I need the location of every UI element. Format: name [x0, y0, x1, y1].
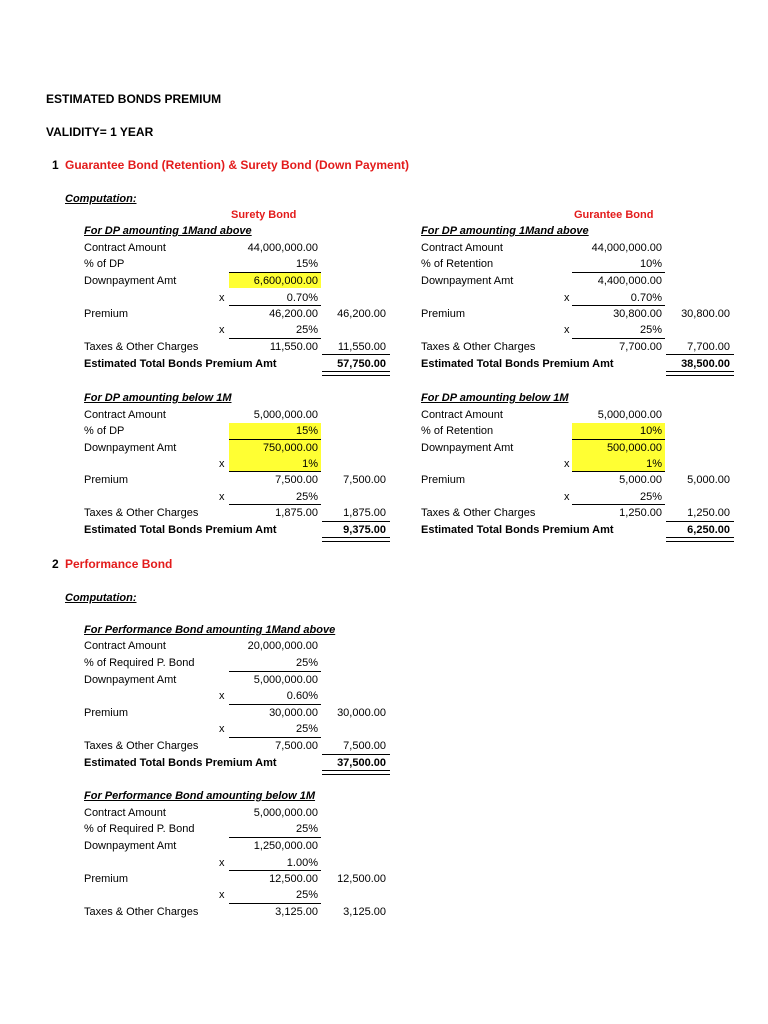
multiply-sign: x — [219, 889, 225, 901]
row-label: Contract Amount — [84, 242, 166, 254]
grand-total: 9,375.00 — [343, 524, 386, 536]
section-2-title: Performance Bond — [65, 557, 173, 571]
row-value: 1,875.00 — [275, 507, 318, 519]
row-total: 1,875.00 — [343, 507, 386, 519]
row-total: 30,000.00 — [337, 707, 386, 719]
row-label: % of DP — [84, 258, 125, 270]
sum-rule — [229, 338, 321, 339]
row-value: 5,000.00 — [619, 474, 662, 486]
row-label: Estimated Total Bonds Premium Amt — [421, 524, 614, 536]
sum-rule — [229, 671, 321, 672]
block-subtitle: For DP amounting below 1M — [84, 392, 232, 404]
row-label: Taxes & Other Charges — [84, 740, 199, 752]
row-value: 7,700.00 — [619, 341, 662, 353]
grand-total: 57,750.00 — [337, 358, 386, 370]
row-value: 15% — [295, 425, 318, 437]
multiply-sign: x — [219, 723, 225, 735]
sum-rule — [322, 521, 390, 522]
row-value: 4,400,000.00 — [597, 275, 662, 287]
row-label: Contract Amount — [84, 640, 166, 652]
sum-rule — [572, 305, 665, 306]
row-label: Premium — [84, 873, 129, 885]
sum-rule — [666, 354, 734, 355]
row-label: % of Retention — [421, 258, 494, 270]
multiply-sign: x — [219, 458, 225, 470]
row-total: 1,250.00 — [687, 507, 730, 519]
row-label: Contract Amount — [84, 409, 166, 421]
grand-total: 37,500.00 — [337, 757, 386, 769]
multiply-sign: x — [564, 491, 570, 503]
row-value: 44,000,000.00 — [247, 242, 318, 254]
row-total: 7,500.00 — [343, 740, 386, 752]
row-value: 0.70% — [286, 292, 318, 304]
row-label: Contract Amount — [84, 807, 166, 819]
row-value: 5,000,000.00 — [253, 674, 318, 686]
row-label: Premium — [84, 308, 129, 320]
row-label: Contract Amount — [421, 242, 503, 254]
multiply-sign: x — [219, 491, 225, 503]
row-label: Downpayment Amt — [84, 840, 177, 852]
sum-rule — [572, 439, 665, 440]
row-label: Downpayment Amt — [84, 275, 177, 287]
row-value: 1,250,000.00 — [253, 840, 318, 852]
row-value: 0.60% — [286, 690, 318, 702]
row-label: Downpayment Amt — [421, 275, 514, 287]
row-label: Estimated Total Bonds Premium Amt — [421, 358, 614, 370]
sum-rule — [229, 704, 321, 705]
sum-rule — [322, 354, 390, 355]
row-value: 7,500.00 — [275, 740, 318, 752]
sum-rule — [229, 737, 321, 738]
row-value: 11,550.00 — [269, 341, 318, 353]
row-value: 15% — [295, 258, 318, 270]
row-value: 30,800.00 — [613, 308, 662, 320]
double-underline — [322, 537, 390, 542]
block-subtitle: For Performance Bond amounting below 1M — [84, 790, 316, 802]
row-label: Estimated Total Bonds Premium Amt — [84, 757, 277, 769]
row-label: Premium — [84, 474, 129, 486]
row-label: Taxes & Other Charges — [84, 341, 199, 353]
row-value: 5,000,000.00 — [253, 807, 318, 819]
row-label: Contract Amount — [421, 409, 503, 421]
sum-rule — [229, 305, 321, 306]
row-label: Taxes & Other Charges — [421, 507, 536, 519]
row-value: 25% — [639, 491, 662, 503]
row-label: Premium — [84, 707, 129, 719]
block-subtitle: For DP amounting 1Mand above — [421, 225, 589, 237]
validity-label: VALIDITY= 1 YEAR — [46, 125, 154, 139]
sum-rule — [572, 272, 665, 273]
sum-rule — [229, 504, 321, 505]
row-label: Downpayment Amt — [421, 442, 514, 454]
row-value: 1.00% — [286, 857, 318, 869]
sum-rule — [229, 439, 321, 440]
row-value: 25% — [639, 324, 662, 336]
row-total: 7,700.00 — [687, 341, 730, 353]
row-value: 46,200.00 — [269, 308, 318, 320]
row-value: 25% — [295, 657, 318, 669]
grand-total: 6,250.00 — [687, 524, 730, 536]
section-2-number: 2 — [52, 557, 59, 571]
guarantee-bond-header: Gurantee Bond — [574, 209, 654, 221]
multiply-sign: x — [219, 292, 225, 304]
double-underline — [666, 371, 734, 376]
section-2-computation-label: Computation: — [65, 592, 137, 604]
row-value: 10% — [639, 425, 662, 437]
sum-rule — [229, 837, 321, 838]
row-label: % of Required P. Bond — [84, 823, 195, 835]
sum-rule — [229, 903, 321, 904]
row-label: Taxes & Other Charges — [84, 507, 199, 519]
row-value: 20,000,000.00 — [247, 640, 318, 652]
row-value: 6,600,000.00 — [253, 275, 318, 287]
block-subtitle: For Performance Bond amounting 1Mand above — [84, 624, 336, 636]
row-value: 7,500.00 — [275, 474, 318, 486]
sum-rule — [666, 521, 734, 522]
double-underline — [322, 371, 390, 376]
sum-rule — [229, 870, 321, 871]
row-label: Estimated Total Bonds Premium Amt — [84, 358, 277, 370]
double-underline — [666, 537, 734, 542]
row-value: 12,500.00 — [269, 873, 318, 885]
row-label: Downpayment Amt — [84, 442, 177, 454]
sum-rule — [572, 338, 665, 339]
row-total: 30,800.00 — [681, 308, 730, 320]
row-label: % of DP — [84, 425, 125, 437]
section-1-title: Guarantee Bond (Retention) & Surety Bond (Down Payment) — [65, 158, 410, 172]
multiply-sign: x — [564, 324, 570, 336]
row-total: 11,550.00 — [337, 341, 386, 353]
row-value: 750,000.00 — [262, 442, 318, 454]
row-value: 500,000.00 — [606, 442, 662, 454]
grand-total: 38,500.00 — [681, 358, 730, 370]
row-label: Premium — [421, 308, 466, 320]
multiply-sign: x — [564, 292, 570, 304]
row-total: 7,500.00 — [343, 474, 386, 486]
row-value: 1% — [646, 458, 662, 470]
row-value: 0.70% — [630, 292, 662, 304]
row-value: 25% — [295, 491, 318, 503]
row-total: 5,000.00 — [687, 474, 730, 486]
sum-rule — [229, 471, 321, 472]
multiply-sign: x — [219, 690, 225, 702]
row-label: Premium — [421, 474, 466, 486]
row-label: Taxes & Other Charges — [84, 906, 199, 918]
page-title: ESTIMATED BONDS PREMIUM — [46, 92, 222, 106]
row-label: % of Required P. Bond — [84, 657, 195, 669]
row-label: Taxes & Other Charges — [421, 341, 536, 353]
row-label: % of Retention — [421, 425, 494, 437]
row-total: 46,200.00 — [337, 308, 386, 320]
row-value: 5,000,000.00 — [253, 409, 318, 421]
multiply-sign: x — [219, 324, 225, 336]
row-value: 25% — [295, 889, 318, 901]
sum-rule — [572, 504, 665, 505]
row-value: 25% — [295, 823, 318, 835]
section-1-computation-label: Computation: — [65, 193, 137, 205]
block-subtitle: For DP amounting 1Mand above — [84, 225, 252, 237]
row-value: 25% — [295, 324, 318, 336]
row-total: 12,500.00 — [337, 873, 386, 885]
sum-rule — [322, 754, 390, 755]
row-value: 25% — [295, 723, 318, 735]
row-label: Downpayment Amt — [84, 674, 177, 686]
double-underline — [322, 770, 390, 775]
row-total: 3,125.00 — [343, 906, 386, 918]
block-subtitle: For DP amounting below 1M — [421, 392, 569, 404]
row-value: 10% — [639, 258, 662, 270]
multiply-sign: x — [219, 857, 225, 869]
section-1-number: 1 — [52, 158, 59, 172]
row-value: 3,125.00 — [275, 906, 318, 918]
sum-rule — [572, 471, 665, 472]
row-value: 1% — [302, 458, 318, 470]
multiply-sign: x — [564, 458, 570, 470]
row-value: 1,250.00 — [619, 507, 662, 519]
row-value: 44,000,000.00 — [591, 242, 662, 254]
row-label: Estimated Total Bonds Premium Amt — [84, 524, 277, 536]
row-value: 5,000,000.00 — [597, 409, 662, 421]
surety-bond-header: Surety Bond — [231, 209, 297, 221]
row-value: 30,000.00 — [269, 707, 318, 719]
